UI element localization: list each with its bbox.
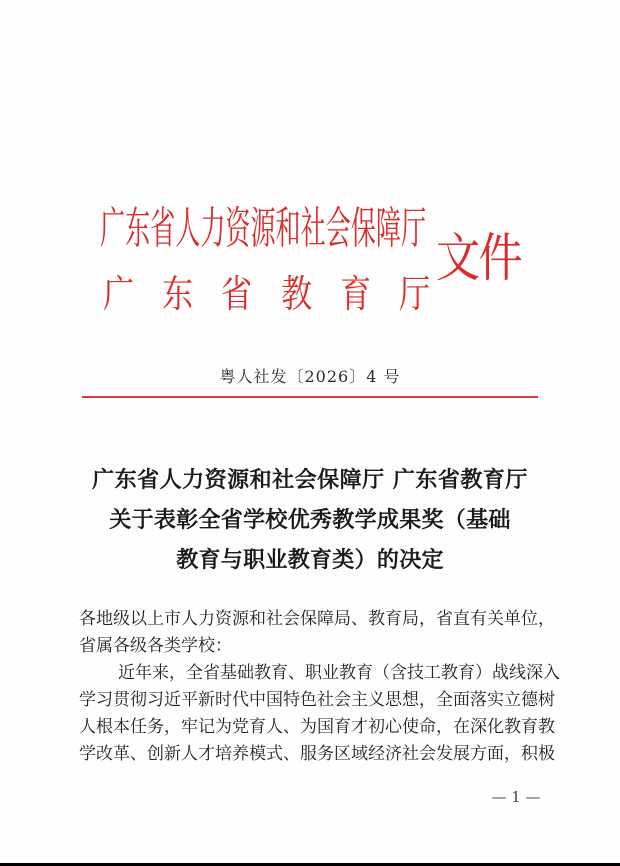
body-paragraph-line: 人根本任务，牢记为党育人、为国育才初心使命，在深化教育教 [79, 717, 555, 737]
document-label: 文件 [436, 229, 522, 289]
body-paragraph-line: 近年来，全省基础教育、职业教育（含技工教育）战线深入 [118, 663, 560, 683]
issuer-edu-char: 省 [221, 272, 253, 316]
document-title-line2: 关于表彰全省学校优秀教学成果奖（基础 [109, 507, 511, 533]
issuer-edu-char: 东 [162, 272, 194, 316]
document-body [79, 606, 560, 768]
issuer-edu-char: 广 [103, 272, 135, 316]
issuer-edu-char: 教 [280, 272, 312, 316]
issuer-hrss-text: 广东省人力资源和社会保障厅 [100, 203, 427, 254]
document-title-line3: 教育与职业教育类）的决定 [176, 547, 444, 573]
issuer-hrss-department [100, 203, 427, 255]
page-number: — 1 — [491, 788, 541, 806]
issuer-edu-char: 厅 [398, 272, 431, 316]
issuer-education-department [100, 268, 430, 320]
body-paragraph-line: 学改革、创新人才培养模式、服务区域经济社会发展方面，积极 [79, 744, 555, 764]
addressee-line: 各地级以上市人力资源和社会保障局、教育局，省直有关单位， [79, 609, 555, 629]
addressee-line: 省属各级各类学校： [79, 636, 232, 656]
issuer-edu-char: 育 [339, 272, 371, 316]
document-number: 粤人社发〔2026〕4 号 [219, 367, 401, 386]
body-paragraph-line: 学习贯彻习近平新时代中国特色社会主义思想，全面落实立德树 [79, 690, 555, 710]
document-title-line1: 广东省人力资源和社会保障厅 广东省教育厅 [92, 467, 528, 493]
red-separator-rule [82, 396, 538, 398]
